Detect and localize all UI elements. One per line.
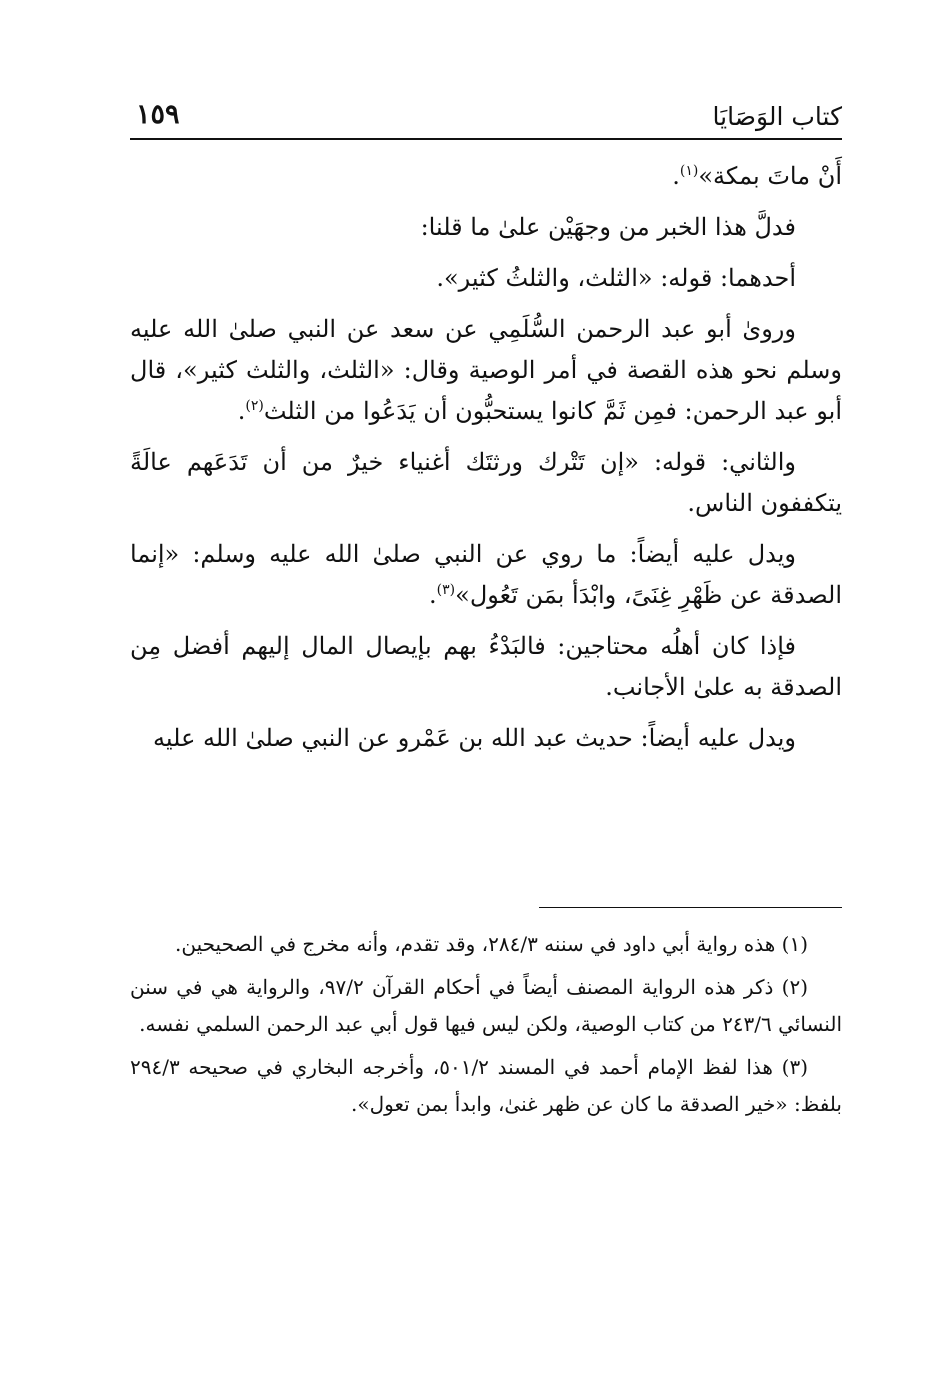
main-text xyxy=(130,156,842,769)
book-page xyxy=(130,0,842,1381)
paragraph-2: فدلَّ هذا الخبر من وجهَيْن علىٰ ما قلنا: xyxy=(420,213,796,241)
paragraph-7: فإذا كان أهلُه محتاجين: فالبَدْءُ بهم بإيصال المال إليهم أفضل مِن الصدقة به علىٰ الأجانب. xyxy=(130,632,842,701)
footnote-3: (٣) هذا لفظ الإمام أحمد في المسند ٥٠١/٢، وأخرجه البخاري في صحيحه ٢٩٤/٣ بلفظ: «خير الصدقة ما كان عن ظهر غنىٰ، وابدأ بمن تعول». xyxy=(130,1055,842,1116)
paragraph-6: ويدل عليه أيضاً: ما روي عن النبي صلىٰ الله عليه وسلم: «إنما الصدقة عن ظَهْرِ غِنَىً، وابْدَأ بمَن تَعُول»$^{(٣)}$. xyxy=(130,540,842,609)
footnote-ref-2: (٢) xyxy=(245,398,264,414)
footnotes xyxy=(130,926,842,1129)
paragraph-3: أحدهما: قوله: «الثلث، والثلثُ كثير». xyxy=(436,264,796,292)
running-header xyxy=(130,96,842,136)
footnote-ref-1: (١) xyxy=(679,163,699,179)
paragraph-5: والثاني: قوله: «إن تَتْرك ورثتَك أغنياء خيرٌ من أن تَدَعَهم عالَةً يتكففون الناس. xyxy=(130,448,842,517)
footnote-ref-3: (٣) xyxy=(436,582,456,598)
footnote-1: (١) هذه رواية أبي داود في سننه ٢٨٤/٣، وقد تقدم، وأنه مخرج في الصحيحين. xyxy=(175,932,808,956)
paragraph-8: ويدل عليه أيضاً: حديث عبد الله بن عَمْرو عن النبي صلىٰ الله عليه xyxy=(153,724,796,752)
running-header-title: كتاب الوَصَايَا xyxy=(712,102,842,131)
page-number: ١٥٩ xyxy=(136,99,180,130)
header-rule xyxy=(130,138,842,140)
paragraph-1: أَنْ ماتَ بمكة»$^{(١)}$. xyxy=(672,162,842,190)
paragraph-4: وروىٰ أبو عبد الرحمن السُّلَمِي عن سعد عن النبي صلىٰ الله عليه وسلم نحو هذه القصة في أمر الوصية وقال: «الثلث، والثلث كثير»، قال أبو عبد الرحمن: فمِن ثَمَّ كانوا يستحبُّون أن يَدَعُوا من الثلث$^{(٢)}$. xyxy=(130,315,842,425)
footnote-separator xyxy=(539,907,842,908)
footnote-2: (٢) ذكر هذه الرواية المصنف أيضاً في أحكام القرآن ٩٧/٢، والرواية هي في سنن النسائي ٢٤٣/٦ من كتاب الوصية، ولكن ليس فيها قول أبي عبد الرحمن السلمي نفسه. xyxy=(130,975,842,1036)
